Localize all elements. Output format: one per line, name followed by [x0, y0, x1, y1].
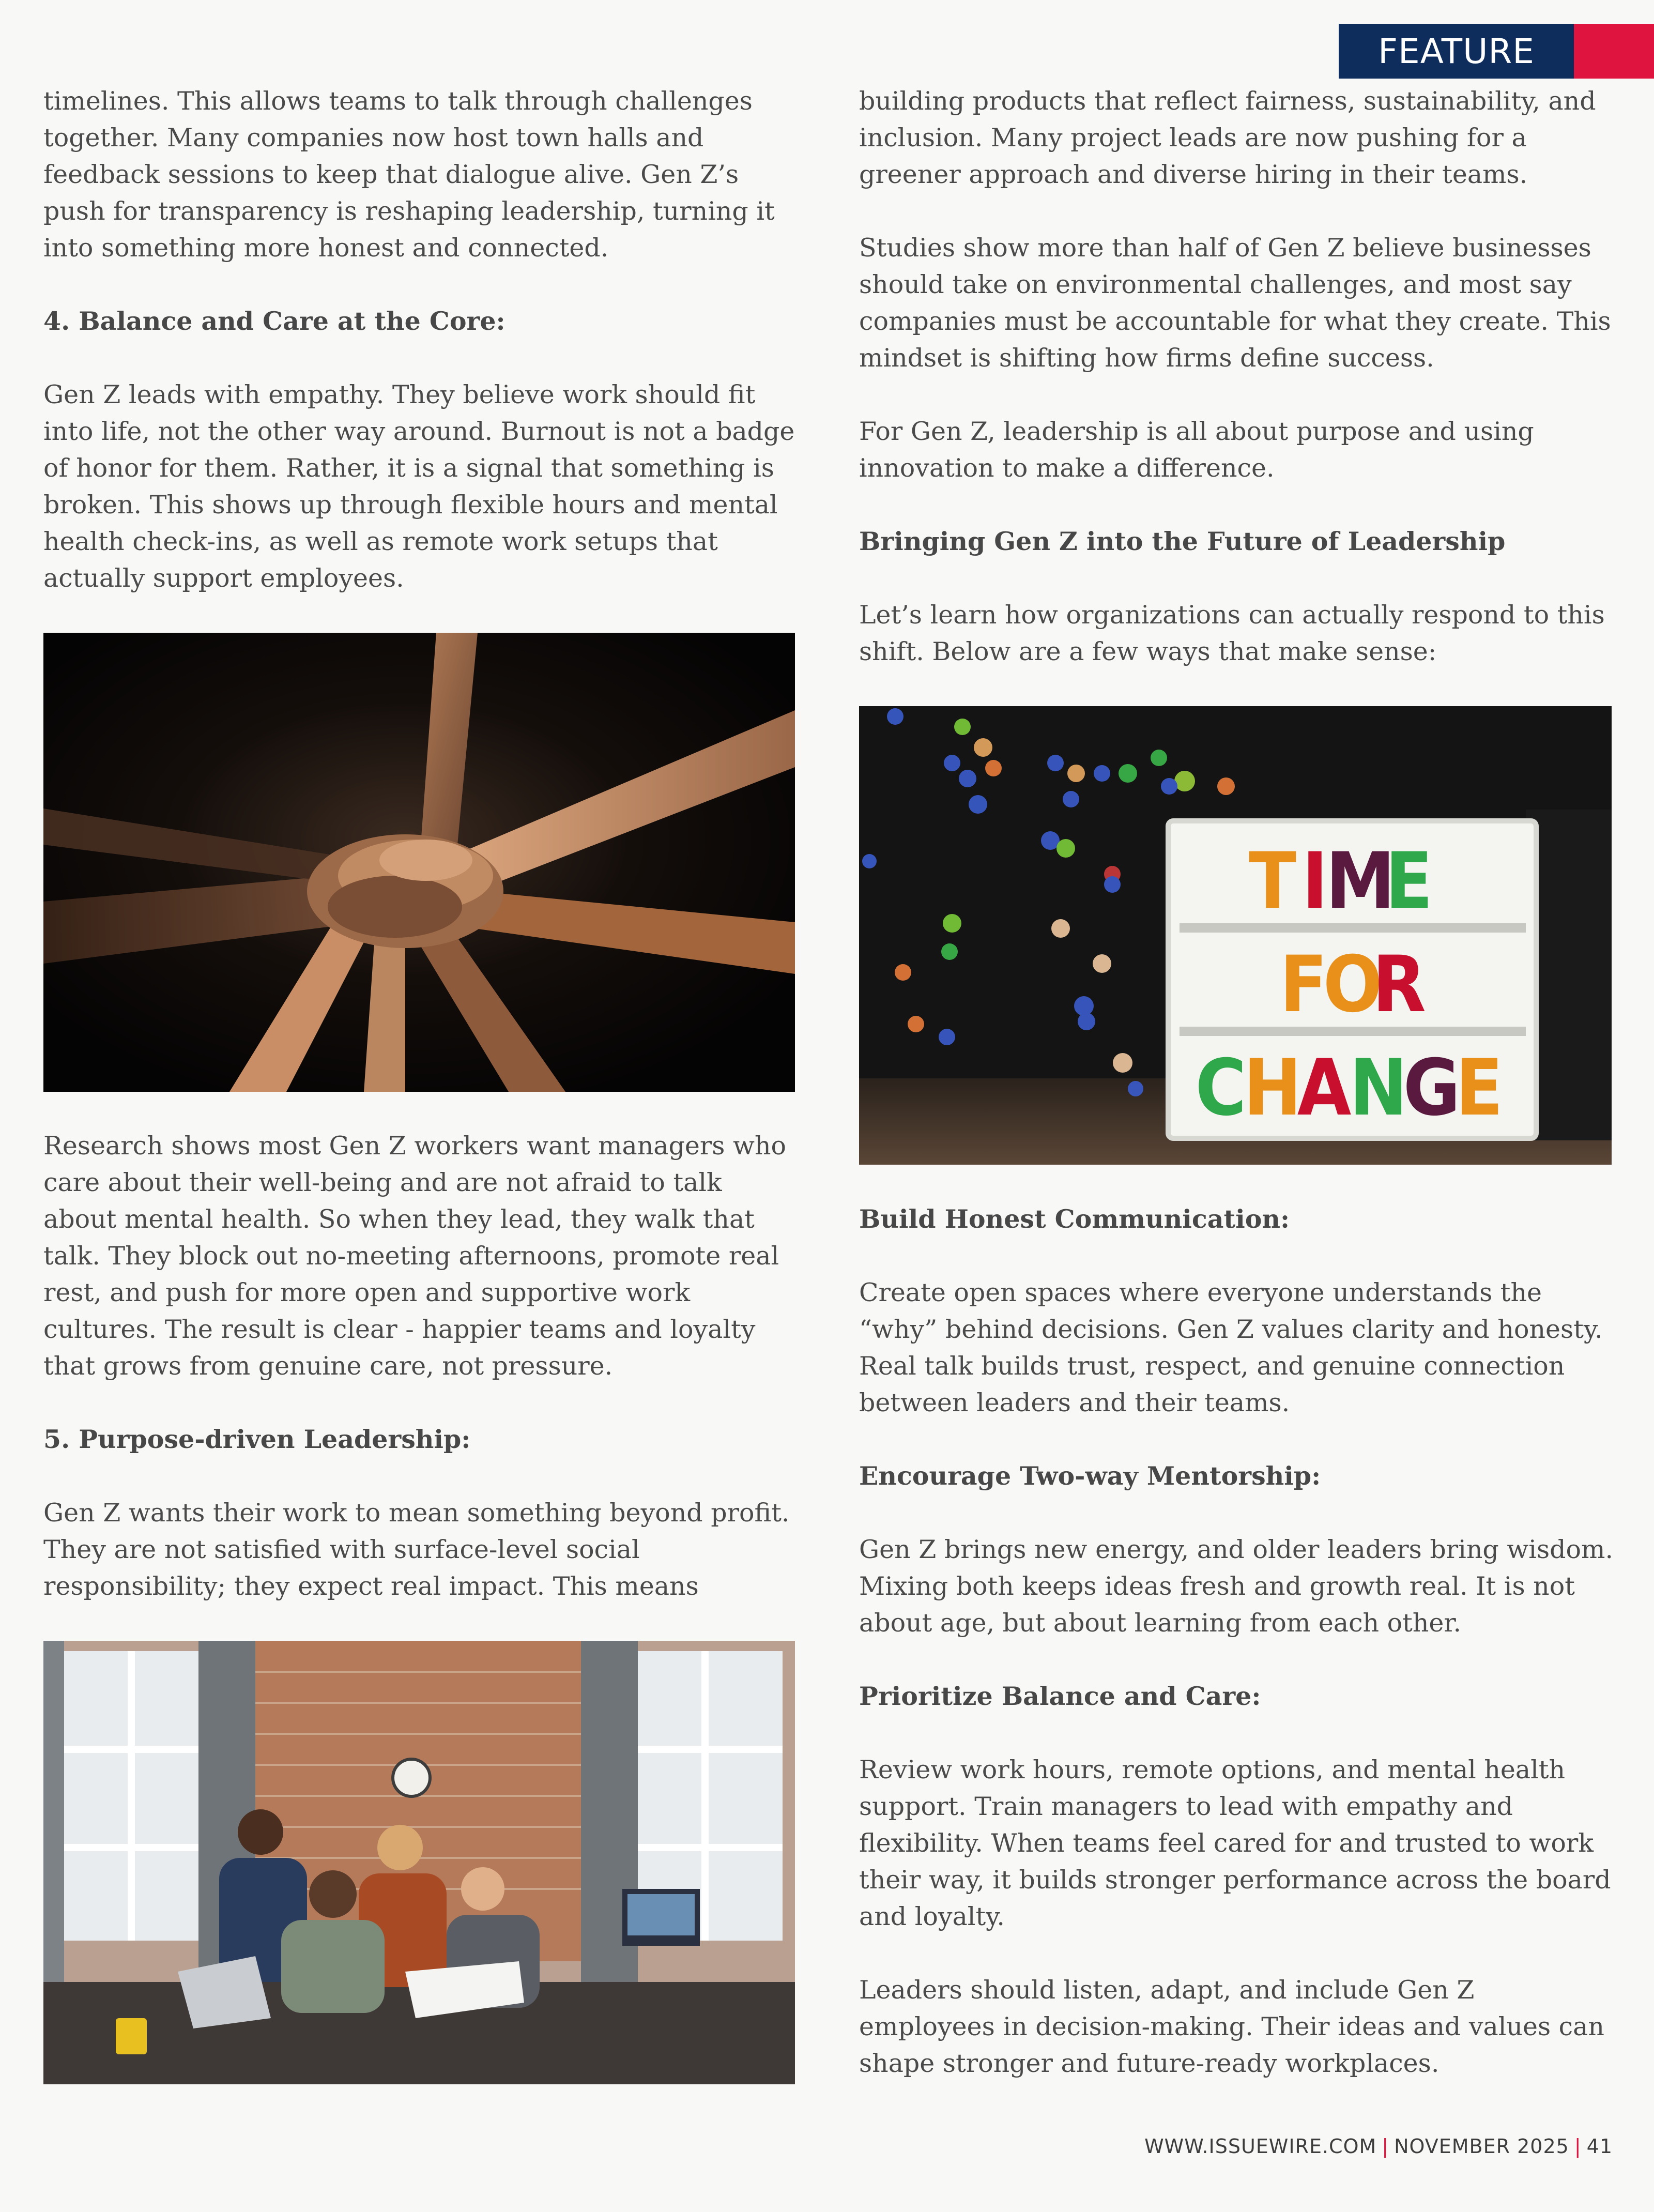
lightbox-letter: E: [1455, 1043, 1504, 1133]
left-column-middle: [43, 1127, 798, 1605]
left-column-top: [43, 83, 798, 597]
lightbox-letter: C: [1195, 1043, 1247, 1133]
lightbox-letter: G: [1403, 1043, 1461, 1133]
lightbox-letter: R: [1372, 940, 1426, 1030]
left-paragraph-4: Gen Z wants their work to mean something beyond profit. They are not satisfied with surface-level social responsibility; they expect real impact. This means: [43, 1498, 790, 1601]
left-paragraph-1: timelines. This allows teams to talk through challenges together. Many companies now host town halls and feedback sessions to keep that dialogue alive. Gen Z’s push for transparency is reshaping leadership, turning it into something more honest and connected.: [43, 86, 775, 263]
left-paragraph-3: Research shows most Gen Z workers want managers who care about their well-being and are not afraid to talk about mental health. So when they lead, they walk that talk. They block out no-meeting afternoons, promote real rest, and push for more open and supportive work cultures. The result is clear - happier teams and loyalty that grows from genuine care, not pressure.: [43, 1131, 787, 1381]
right-paragraph-4: Let’s learn how organizations can actually respond to this shift. Below are a few ways that make sense:: [859, 600, 1605, 666]
hands-together-image: [43, 633, 795, 1092]
page-footer: WWW.ISSUEWIRE.COM | NOVEMBER 2025 | 41: [1144, 2135, 1613, 2158]
feature-badge: [1339, 24, 1654, 79]
feature-label: FEATURE: [1339, 24, 1574, 79]
footer-date: NOVEMBER 2025: [1394, 2135, 1569, 2158]
footer-site: WWW.ISSUEWIRE.COM: [1144, 2135, 1377, 2158]
heading-build-honest: Build Honest Communication:: [859, 1204, 1290, 1234]
heading-prioritize-balance: Prioritize Balance and Care:: [859, 1681, 1261, 1711]
right-paragraph-5: Create open spaces where everyone understands the “why” behind decisions. Gen Z values clarity and honesty. Real talk builds trust, respect, and genuine connection between leaders and their teams.: [859, 1278, 1603, 1417]
right-paragraph-8: Leaders should listen, adapt, and include Gen Z employees in decision-making. Their ideas and values can shape stronger and future-ready workplaces.: [859, 1975, 1604, 2078]
lightbox-letter: F: [1279, 940, 1328, 1030]
lightbox-letter: E: [1385, 836, 1433, 926]
heading-bringing-gen-z: Bringing Gen Z into the Future of Leadership: [859, 526, 1506, 556]
page-number: 41: [1586, 2135, 1613, 2158]
lightbox-letter: H: [1243, 1043, 1302, 1133]
time-for-change-image: [859, 706, 1612, 1165]
heading-purpose-driven: 5. Purpose-driven Leadership:: [43, 1424, 471, 1454]
right-column-bottom: [859, 1201, 1614, 2082]
right-column-top: [859, 83, 1614, 670]
heading-two-way-mentorship: Encourage Two-way Mentorship:: [859, 1461, 1321, 1491]
lightbox-letter: O: [1323, 940, 1383, 1030]
right-paragraph-2: Studies show more than half of Gen Z believe businesses should take on environmental challenges, and most say companies must be accountable for what they create. This mindset is shifting how firms define success.: [859, 233, 1611, 373]
right-paragraph-7: Review work hours, remote options, and mental health support. Train managers to lead with empathy and flexibility. When teams feel cared for and trusted to work their way, it builds stronger performance across the board and loyalty.: [859, 1755, 1611, 1931]
left-paragraph-2: Gen Z leads with empathy. They believe work should fit into life, not the other way around. Burnout is not a badge of honor for them. Rather, it is a signal that something is broken. This shows up through flexible hours and mental health check-ins, as well as remote work setups that actually support employees.: [43, 380, 795, 593]
lightbox-letter: M: [1325, 836, 1396, 926]
lightbox-letter: T: [1248, 836, 1297, 926]
lightbox-letter: I: [1301, 836, 1328, 926]
right-paragraph-1: building products that reflect fairness, sustainability, and inclusion. Many project leads are now pushing for a greener approach and diverse hiring in their teams.: [859, 86, 1596, 189]
office-team-image: [43, 1641, 795, 2084]
right-paragraph-3: For Gen Z, leadership is all about purpose and using innovation to make a difference.: [859, 417, 1534, 483]
lightbox-letter: N: [1349, 1043, 1408, 1133]
feature-accent: [1574, 24, 1654, 79]
lightbox-letter: A: [1297, 1043, 1352, 1133]
right-paragraph-6: Gen Z brings new energy, and older leaders bring wisdom. Mixing both keeps ideas fresh and growth real. It is not about age, but about learning from each other.: [859, 1535, 1614, 1638]
heading-balance-care: 4. Balance and Care at the Core:: [43, 306, 506, 336]
